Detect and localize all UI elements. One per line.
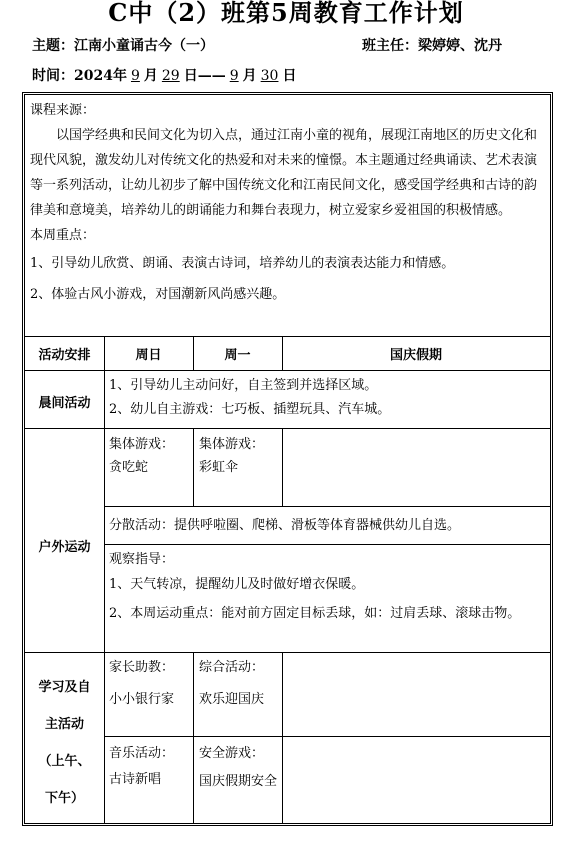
- year: 2024年: [74, 68, 127, 84]
- col-line-1: [104, 336, 105, 823]
- study-mon-b-title: 安全游戏：: [199, 746, 265, 761]
- theme-label: 主题：: [32, 38, 74, 54]
- source-label: 课程来源：: [30, 103, 96, 118]
- study-mon-a-item: 欢乐迎国庆: [199, 692, 265, 707]
- start-day: 29: [161, 68, 180, 84]
- morning-line-1: 1、引导幼儿主动问好，自主签到并选择区域。: [109, 378, 378, 393]
- theme-value: 江南小童诵古今（一）: [74, 38, 214, 54]
- morning-label: 晨间活动: [38, 396, 91, 411]
- focus-item-1: 1、引导幼儿欣赏、朗诵、表演古诗词，培养幼儿的表演表达能力和情感。: [30, 256, 455, 271]
- outdoor-obs-title: 观察指导：: [109, 552, 175, 567]
- end-month: 9: [229, 68, 239, 84]
- col-line-2b: [193, 428, 194, 506]
- study-mon-a-title: 综合活动：: [199, 660, 265, 675]
- col-header-sunday: 周日: [135, 348, 162, 363]
- time-label: 时间：: [32, 68, 74, 84]
- outdoor-obs-2: 2、本周运动重点：能对前方固定目标丢球，如：过肩丢球、滚球击物。: [109, 606, 521, 621]
- study-sun-a-title: 家长助教：: [109, 660, 175, 675]
- intro-section: [30, 98, 548, 307]
- theme-line: [32, 36, 214, 56]
- teacher-label: 班主任：: [362, 38, 418, 54]
- teacher-value: 梁婷婷、沈丹: [418, 38, 502, 54]
- col-header-activity: 活动安排: [38, 348, 91, 363]
- end-day: 30: [260, 68, 279, 84]
- morning-line-2: 2、幼儿自主游戏：七巧板、插塑玩具、汽车城。: [109, 402, 391, 417]
- focus-item-2: 2、体验古风小游戏，对国潮新风尚感兴趣。: [30, 287, 286, 302]
- divider-outdoor-1: [104, 506, 550, 507]
- study-label-3: （上午、: [38, 754, 91, 769]
- outdoor-mon-game: 彩虹伞: [199, 460, 239, 475]
- col-header-monday: 周一: [224, 348, 251, 363]
- source-text: 以国学经典和民间文化为切入点，通过江南小童的视角，展现江南地区的历史文化和现代风貌，激发幼儿对传统文化的热爱和对未来的憧憬。本主题通过经典诵读、艺术表演等一系列活动，让幼儿初步了解中国传统文化和江南民间文化，感受国学经典和古诗的韵律美和意境美，培养幼儿的朗诵能力和舞台表现力，树立爱家乡爱祖国的积极情感。: [30, 128, 538, 218]
- study-label-1: 学习及自: [38, 680, 91, 695]
- start-month: 9: [130, 68, 140, 84]
- study-label-2: 主活动: [44, 717, 84, 732]
- outdoor-sun-title: 集体游戏：: [109, 437, 175, 452]
- month-char-2: 月: [242, 68, 257, 84]
- date-dash: ——: [197, 68, 226, 84]
- study-mon-b-item: 国庆假期安全: [199, 774, 278, 789]
- divider-outdoor-2: [104, 544, 550, 545]
- outdoor-mon-title: 集体游戏：: [199, 437, 265, 452]
- focus-label: 本周重点：: [30, 228, 96, 243]
- time-line: [32, 66, 296, 86]
- outdoor-obs-1: 1、天气转凉，提醒幼儿及时做好增衣保暖。: [109, 577, 365, 592]
- day-char-2: 日: [282, 68, 297, 84]
- outdoor-scatter: 分散活动：提供呼啦圈、爬梯、滑板等体育器械供幼儿自选。: [109, 518, 461, 533]
- outdoor-sun-game: 贪吃蛇: [109, 460, 149, 475]
- divider-study: [104, 736, 550, 737]
- study-label-4: 下午）: [44, 791, 84, 806]
- study-sun-b-title: 音乐活动：: [109, 746, 175, 761]
- day-char-1: 日: [183, 68, 198, 84]
- teacher-line: [362, 36, 502, 56]
- page-title: C中（2）班第5周教育工作计划: [108, 0, 464, 27]
- month-char-1: 月: [143, 68, 158, 84]
- outdoor-label: 户外运动: [38, 540, 91, 555]
- study-sun-a-item: 小小银行家: [109, 692, 175, 707]
- col-line-2c: [193, 652, 194, 823]
- col-header-holiday: 国庆假期: [389, 348, 442, 363]
- study-sun-b-item: 古诗新唱: [109, 772, 162, 787]
